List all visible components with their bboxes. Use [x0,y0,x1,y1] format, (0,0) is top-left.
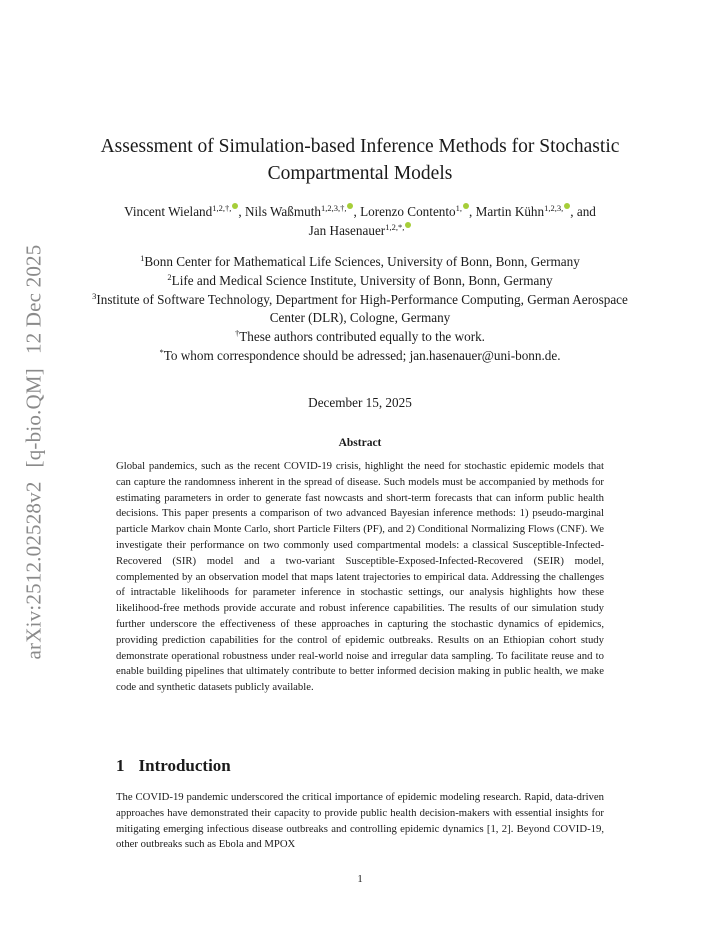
author-affiliation-marks: 1,2,*, [385,222,405,232]
affiliation-text: Bonn Center for Mathematical Life Sciences, University of Bonn, Bonn, Germany [144,254,580,269]
arxiv-date: 12 Dec 2025 [21,244,46,355]
author-name: Martin Kühn [475,204,545,219]
author-affiliation-marks: 1,2,3,†, [320,203,347,213]
author [245,204,354,219]
abstract-text: Global pandemics, such as the recent COVID-19 crisis, highlight the need for stochastic epidemic models that can capture the randomness inherent in the spread of disease. Such models must be accompanied by methods for estimating parameters in order to generate fast nowcasts and short-term forecasts that can inform public health decisions. This paper presents a comparison of two advanced Bayesian inference methods: 1) pseudo-marginal particle Markov chain Monte Carlo, short Particle Filters (PF), and 2) Conditional Normalizing Flows (CNF). We investigate their performance on two commonly used compartmental models: a classical Susceptible-Infected-Recovered (SIR) model and a two-variant Susceptible-Exposed-Infected-Recovered (SEIR) model, complemented by an observation model that maps latent trajectories to empirical data. Addressing the challenges of intractable likelihoods for parameter inference in stochastic settings, our analysis highlights how these likelihood-free methods provide accurate and robust inference capabilities. The results of our simulation study further underscore the effectiveness of these approaches in capturing the stochastic dynamics of epidemics, providing prediction capabilities for the control of epidemic outbreaks. Results on an Ethiopian cohort study demonstrate operational robustness under real-world noise and irregular data sampling. To facilitate reuse and to enable building pipelines that ultimately contribute to better informed decision making in public health, we make code and synthetic datasets publicly available. [116,460,604,694]
author-affiliation-marks: 1,2,†, [212,203,232,213]
author-name: Lorenzo Contento [360,204,456,219]
section-title: Introduction [138,756,231,775]
author [476,204,571,219]
author-separator: , and [570,204,596,219]
affiliation-list [80,253,640,366]
paper-date: December 15, 2025 [308,395,412,410]
affiliation-text: To whom correspondence should be adressed; jan.hasenauer@uni-bonn.de. [163,347,561,363]
affiliation-line [80,347,640,366]
author [360,204,469,219]
author [124,204,238,219]
author [309,223,412,238]
arxiv-identifier: arXiv:2512.02528v2 [21,481,46,660]
affiliation-text: Life and Medical Science Institute, University of Bonn, Bonn, Germany [171,272,553,288]
affiliation-mark: 1 [140,253,145,263]
author-affiliation-marks: 1, [455,203,463,213]
affiliation-mark: * [159,346,164,357]
author-name: Nils Waßmuth [244,204,321,219]
orcid-icon[interactable] [405,222,411,228]
author-affiliation-marks: 1,2,3, [544,203,564,213]
author-list [80,202,640,240]
introduction-paragraph: The COVID-19 pandemic underscored the critical importance of epidemic modeling research. Rapid, data-driven approaches have demonstrated their capacity to provide public health decision-makers with essential insights for mitigating emerging infectious disease outbreaks and controlling epidemic dynamics [1, 2]. Beyond COVID-19, other outbreaks such as Ebola and MPOX [116,791,604,851]
arxiv-watermark [22,245,47,660]
affiliation-mark: † [235,328,240,339]
page-number: 1 [357,873,363,885]
paper-title: Assessment of Simulation-based Inference Methods for Stochastic Compartmental Models [100,136,620,184]
affiliation-text: These authors contributed equally to the work. [239,329,485,345]
affiliation-mark: 3 [92,290,97,301]
affiliation-mark: 2 [167,271,172,282]
affiliation-line [80,272,640,291]
affiliation-line [80,253,640,272]
arxiv-category: [q-bio.QM] [21,368,46,468]
author-separator: , [238,204,245,219]
author-name: Jan Hasenauer [308,223,386,238]
section-heading-introduction [116,756,231,776]
affiliation-text: Institute of Software Technology, Department for High-Performance Computing, German Aerospace Center (DLR), Cologne, Germany [96,291,628,326]
affiliation-line [80,328,640,347]
abstract-heading: Abstract [338,437,382,449]
author-separator: , [469,204,476,219]
section-number: 1 [116,756,125,775]
affiliation-line [80,291,640,329]
author-name: Vincent Wieland [124,204,213,219]
author-separator: , [353,204,361,219]
